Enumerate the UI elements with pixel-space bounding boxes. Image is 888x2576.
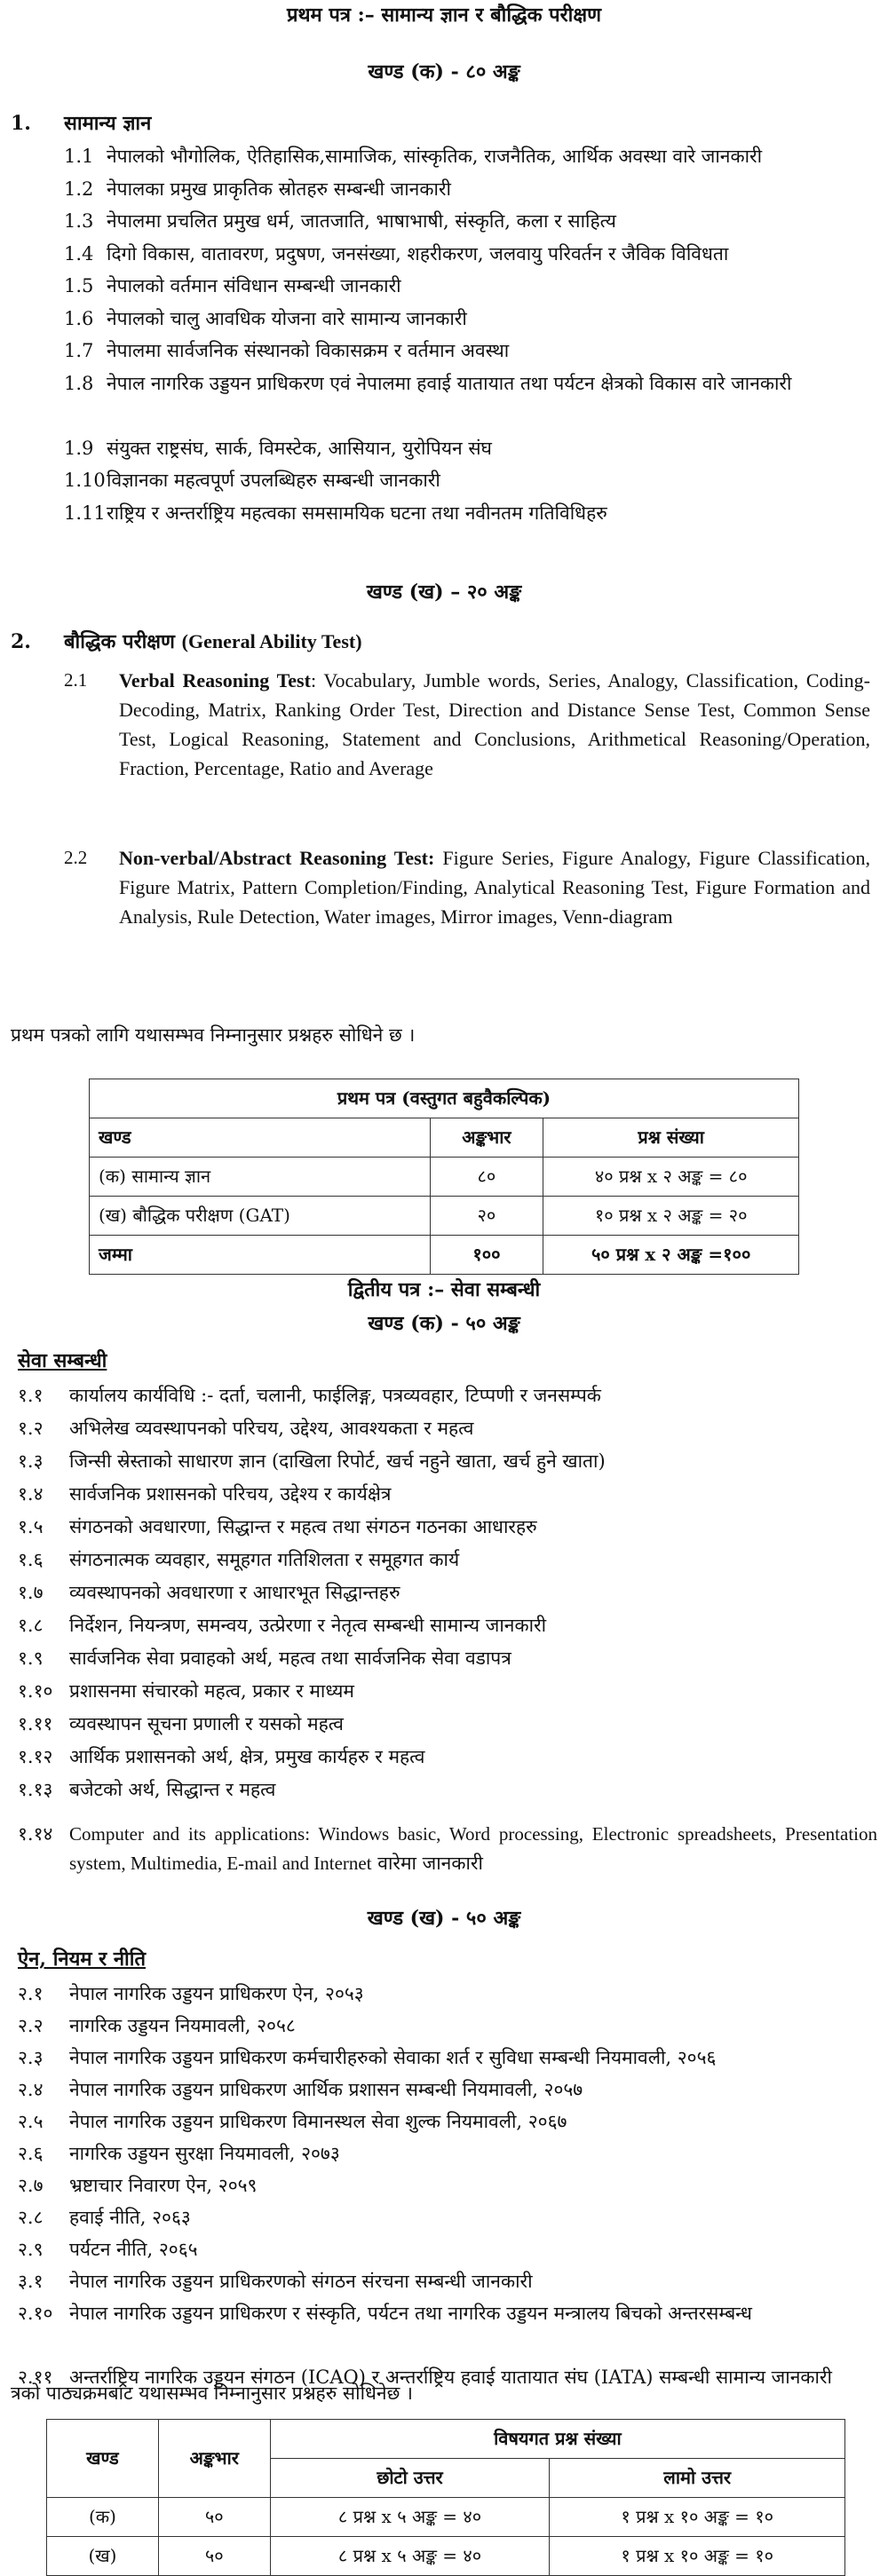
item-text: नेपाल नागरिक उड्डयन प्राधिकरण विमानस्थल सेवा शुल्क नियमावली, २०६७ bbox=[69, 2111, 567, 2132]
item-number: १.१० bbox=[18, 1680, 53, 1702]
item-text: दिगो विकास, वातावरण, प्रदुषण, जनसंख्या, शहरीकरण, जलवायु परिवर्तन र जैविक विविधता bbox=[107, 242, 729, 265]
item-number: २.१ bbox=[18, 1983, 44, 2004]
item-text: संयुक्त राष्ट्रसंघ, सार्क, विमस्टेक, आसियान, युरोपियन संघ bbox=[107, 437, 492, 459]
item-number: २.७ bbox=[18, 2175, 44, 2196]
computer-applications-suffix: वारेमा जानकारी bbox=[371, 1852, 483, 1874]
item-number: 1.7 bbox=[64, 340, 94, 361]
item-text: संगठनात्मक व्यवहार, समूहगत गतिशिलता र समूहगत कार्य bbox=[69, 1549, 460, 1570]
table-cell: ५० bbox=[158, 2498, 270, 2537]
item-text: पर्यटन नीति, २०६५ bbox=[69, 2239, 198, 2260]
header-long-answer: लामो उत्तर bbox=[550, 2459, 845, 2498]
sec2-title-en: (General Ability Test) bbox=[181, 630, 362, 652]
paper2-marks-table bbox=[46, 2419, 845, 2576]
non-verbal-reasoning-body: Figure Series, Figure Analogy, Figure Classification, Figure Matrix, Pattern Completion/Finding, Analytical Reasoning Test, Figure Formation and Analysis, Rule Detection, Water images, Mirror images, Venn-diagram bbox=[119, 847, 871, 928]
item-text: नेपालमा सार्वजनिक संस्थानको विकासक्रम र वर्तमान अवस्था bbox=[107, 340, 510, 361]
item-number: १.९ bbox=[18, 1648, 44, 1669]
item-number: २.२ bbox=[18, 2015, 44, 2036]
header-marks: अङ्कभार bbox=[158, 2420, 270, 2498]
item-number: 1.5 bbox=[64, 275, 94, 296]
table-total-row bbox=[90, 1236, 799, 1275]
item-number: १.८ bbox=[18, 1615, 44, 1636]
table-header-row bbox=[47, 2420, 845, 2459]
item-text: संगठनको अवधारणा, सिद्धान्त र महत्व तथा संगठन गठनका आधारहरु bbox=[69, 1516, 537, 1537]
paper1-table-caption: प्रथम पत्र (वस्तुगत बहुवैकल्पिक) bbox=[90, 1079, 799, 1118]
table-row bbox=[47, 2537, 845, 2576]
table-cell: ८ प्रश्न x ५ अङ्क = ४० bbox=[270, 2537, 550, 2576]
paper1-section-a-title: खण्ड (क) - ८० अङ्क bbox=[368, 60, 520, 83]
item-text: नेपाल नागरिक उड्डयन प्राधिकरण ऐन, २०५३ bbox=[69, 1983, 364, 2004]
item-text: नागरिक उड्डयन नियमावली, २०५८ bbox=[69, 2015, 296, 2036]
item-number: २.११ bbox=[18, 2367, 53, 2388]
header-marks: अङ्कभार bbox=[430, 1118, 543, 1158]
item-text: नेपालका प्रमुख प्राकृतिक स्रोतहरु सम्बन्धी जानकारी bbox=[107, 178, 451, 200]
item-text: नेपाल नागरिक उड्डयन प्राधिकरण कर्मचारीहरुको सेवाका शर्त र सुविधा सम्बन्धी नियमावली, २०५६ bbox=[69, 2047, 717, 2068]
item-text: कार्यालय कार्यविधि :- दर्ता, चलानी, फाईलिङ्ग, पत्रव्यवहार, टिप्पणी र जनसम्पर्क bbox=[69, 1385, 601, 1406]
paper2-sec1-title: सेवा सम्बन्धी bbox=[18, 1349, 107, 1372]
item-number: १.४ bbox=[18, 1483, 44, 1505]
item-text: जिन्सी स्रेस्ताको साधारण ज्ञान (दाखिला रिपोर्ट, खर्च नहुने खाता, खर्च हुने खाता) bbox=[69, 1450, 606, 1472]
item-number: 1.3 bbox=[64, 210, 94, 232]
header-section: खण्ड bbox=[47, 2420, 159, 2498]
item-number: २.४ bbox=[18, 2079, 44, 2100]
item-text: व्यवस्थापनको अवधारणा र आधारभूत सिद्धान्तहरु bbox=[69, 1582, 400, 1603]
item-number: २.८ bbox=[18, 2207, 44, 2228]
item-text: नेपाल नागरिक उड्डयन प्राधिकरण र संस्कृति, पर्यटन तथा नागरिक उड्डयन मन्त्रालय बिचको अन्तरसम्बन्ध bbox=[69, 2303, 752, 2324]
item-number: १.५ bbox=[18, 1516, 44, 1537]
table-row bbox=[90, 1158, 799, 1197]
sec2-2-number: 2.2 bbox=[64, 847, 88, 868]
item-number: २.३ bbox=[18, 2047, 44, 2068]
verbal-reasoning-body: : Vocabulary, Jumble words, Series, Analogy, Classification, Coding-Decoding, Matrix, Ranking Order Test, Direction and Distance Sense Test, Common Sense Test, Logical Reasoning, Statement and Conclusions, Arithmetical Reasoning/Operation, Fraction, Percentage, Ratio and Average bbox=[119, 669, 871, 779]
item-text: नेपाल नागरिक उड्डयन प्राधिकरण आर्थिक प्रशासन सम्बन्धी नियमावली, २०५७ bbox=[69, 2079, 583, 2100]
item-number: १.१ bbox=[18, 1385, 44, 1406]
item-number: २.९ bbox=[18, 2239, 44, 2260]
item-text: आर्थिक प्रशासनको अर्थ, क्षेत्र, प्रमुख कार्यहरु र महत्व bbox=[69, 1746, 425, 1767]
table-cell: (क) सामान्य ज्ञान bbox=[90, 1158, 431, 1197]
item-number: 1.8 bbox=[64, 372, 94, 394]
non-verbal-reasoning-paragraph bbox=[119, 843, 870, 931]
item-text: नेपालको चालु आवधिक योजना वारे सामान्य जानकारी bbox=[107, 307, 467, 329]
item-text: सार्वजनिक प्रशासनको परिचय, उद्देश्य र कार्यक्षेत्र bbox=[69, 1483, 392, 1505]
table-cell: ५० bbox=[158, 2537, 270, 2576]
item-number: ३.१ bbox=[18, 2271, 44, 2292]
header-short-answer: छोटो उत्तर bbox=[270, 2459, 550, 2498]
header-section: खण्ड bbox=[90, 1118, 431, 1158]
paper2-section-a-title: खण्ड (क) - ५० अङ्क bbox=[368, 1312, 520, 1335]
item-number: 1.2 bbox=[64, 178, 94, 200]
item-number: २.१० bbox=[18, 2303, 53, 2324]
item-text: नागरिक उड्डयन सुरक्षा नियमावली, २०७३ bbox=[69, 2143, 340, 2164]
item-text: बजेटको अर्थ, सिद्धान्त र महत्व bbox=[69, 1779, 276, 1800]
item-text: अभिलेख व्यवस्थापनको परिचय, उद्देश्य, आवश्यकता र महत्व bbox=[69, 1418, 474, 1439]
item-number: १.३ bbox=[18, 1450, 44, 1472]
paper1-note: प्रथम पत्रको लागि यथासम्भव निम्नानुसार प्रश्नहरु सोधिने छ । bbox=[11, 1024, 416, 1046]
item-number: १.११ bbox=[18, 1713, 53, 1734]
item-number: १.२ bbox=[18, 1418, 44, 1439]
item-text: विज्ञानका महत्वपूर्ण उपलब्धिहरु सम्बन्धी जानकारी bbox=[107, 470, 440, 491]
item-number: २.५ bbox=[18, 2111, 44, 2132]
paper2-note: त्रको पाठ्यक्रमबाट यथासम्भव निम्नानुसार प्रश्नहरु सोधिनेछ । bbox=[11, 2382, 413, 2404]
item-number: 1.11 bbox=[64, 502, 106, 524]
item-text: नेपालको वर्तमान संविधान सम्बन्धी जानकारी bbox=[107, 275, 401, 296]
table-cell: ५० प्रश्न x २ अङ्क =१०० bbox=[543, 1236, 799, 1275]
item-number: 1.1 bbox=[64, 146, 94, 167]
table-header-row bbox=[90, 1118, 799, 1158]
item-number: २.६ bbox=[18, 2143, 44, 2164]
table-cell: ४० प्रश्न x २ अङ्क = ८० bbox=[543, 1158, 799, 1197]
item-text bbox=[69, 1820, 877, 1877]
sec2-title-np: बौद्धिक परीक्षण bbox=[64, 630, 175, 653]
paper2-section-b-title: खण्ड (ख) - ५० अङ्क bbox=[367, 1907, 521, 1930]
paper1-marks-table bbox=[89, 1079, 799, 1275]
sec2-1-number: 2.1 bbox=[64, 669, 88, 691]
item-number: 1.10 bbox=[64, 470, 106, 491]
table-cell: २० bbox=[430, 1197, 543, 1236]
table-cell: (ख) bbox=[47, 2537, 159, 2576]
table-cell: १ प्रश्न x १० अङ्क = १० bbox=[550, 2498, 845, 2537]
sec1-number: 1. bbox=[11, 112, 31, 135]
item-text: अन्तर्राष्ट्रिय नागरिक उड्डयन संगठन (ICAO) र अन्तर्राष्ट्रिय हवाई यातायात संघ (IATA) सम्बन्धी सामान्य जानकारी bbox=[69, 2367, 832, 2388]
item-text: नेपालमा प्रचलित प्रमुख धर्म, जातजाति, भाषाभाषी, संस्कृति, कला र साहित्य bbox=[107, 210, 616, 232]
item-text: राष्ट्रिय र अन्तर्राष्ट्रिय महत्वका समसामयिक घटना तथा नवीनतम गतिविधिहरु bbox=[107, 502, 607, 524]
item-number: १.१३ bbox=[18, 1779, 53, 1800]
table-cell: १०० bbox=[430, 1236, 543, 1275]
item-text: नेपाल नागरिक उड्डयन प्राधिकरण एवं नेपालमा हवाई यातायात तथा पर्यटन क्षेत्रको विकास वारे जानकारी bbox=[107, 372, 792, 394]
computer-applications-text: Computer and its applications: Windows basic, Word processing, Electronic spreadsheets, Presentation system, Multimedia, E-mail and Internet bbox=[69, 1823, 877, 1874]
item-number: १.६ bbox=[18, 1549, 44, 1570]
paper2-sec2-title: ऐन, नियम र नीति bbox=[18, 1948, 146, 1971]
item-text: नेपालको भौगोलिक, ऐतिहासिक,सामाजिक, सांस्कृतिक, राजनैतिक, आर्थिक अवस्था वारे जानकारी bbox=[107, 146, 763, 167]
paper2-title: द्वितीय पत्र :– सेवा सम्बन्धी bbox=[347, 1278, 541, 1301]
item-text: भ्रष्टाचार निवारण ऐन, २०५९ bbox=[69, 2175, 258, 2196]
item-text: व्यवस्थापन सूचना प्रणाली र यसको महत्व bbox=[69, 1713, 344, 1734]
item-text: हवाई नीति, २०६३ bbox=[69, 2207, 191, 2228]
paper1-title: प्रथम पत्र :– सामान्य ज्ञान र बौद्धिक परीक्षण bbox=[286, 4, 602, 27]
item-text: नेपाल नागरिक उड्डयन प्राधिकरणको संगठन संरचना सम्बन्धी जानकारी bbox=[69, 2271, 533, 2292]
header-subjective-questions: विषयगत प्रश्न संख्या bbox=[270, 2420, 844, 2459]
paper1-section-b-title: खण्ड (ख) – २० अङ्क bbox=[366, 581, 522, 604]
item-text: प्रशासनमा संचारको महत्व, प्रकार र माध्यम bbox=[69, 1680, 354, 1702]
item-number: १.७ bbox=[18, 1582, 44, 1603]
sec1-title: सामान्य ज्ञान bbox=[64, 112, 152, 135]
table-cell: १० प्रश्न x २ अङ्क = २० bbox=[543, 1197, 799, 1236]
item-text: सार्वजनिक सेवा प्रवाहको अर्थ, महत्व तथा सार्वजनिक सेवा वडापत्र bbox=[69, 1648, 511, 1669]
item-number: 1.6 bbox=[64, 307, 94, 329]
non-verbal-reasoning-heading: Non-verbal/Abstract Reasoning Test: bbox=[119, 847, 435, 869]
item-text: निर्देशन, नियन्त्रण, समन्वय, उत्प्रेरणा र नेतृत्व सम्बन्धी सामान्य जानकारी bbox=[69, 1615, 547, 1636]
item-number: १.१४ bbox=[18, 1823, 53, 1845]
table-row bbox=[90, 1197, 799, 1236]
item-number: 1.9 bbox=[64, 437, 94, 459]
table-row bbox=[47, 2498, 845, 2537]
table-cell: ८० bbox=[430, 1158, 543, 1197]
item-number: 1.4 bbox=[64, 242, 94, 265]
verbal-reasoning-paragraph bbox=[119, 666, 870, 783]
table-cell: १ प्रश्न x १० अङ्क = १० bbox=[550, 2537, 845, 2576]
item-number: १.१२ bbox=[18, 1746, 53, 1767]
sec2-number: 2. bbox=[11, 630, 31, 653]
verbal-reasoning-heading: Verbal Reasoning Test bbox=[119, 669, 311, 691]
table-cell: ८ प्रश्न x ५ अङ्क = ४० bbox=[270, 2498, 550, 2537]
table-cell: जम्मा bbox=[90, 1236, 431, 1275]
table-cell: (क) bbox=[47, 2498, 159, 2537]
sec2-title bbox=[64, 627, 362, 657]
table-caption-row bbox=[90, 1079, 799, 1118]
header-question-count: प्रश्न संख्या bbox=[543, 1118, 799, 1158]
table-cell: (ख) बौद्धिक परीक्षण (GAT) bbox=[90, 1197, 431, 1236]
